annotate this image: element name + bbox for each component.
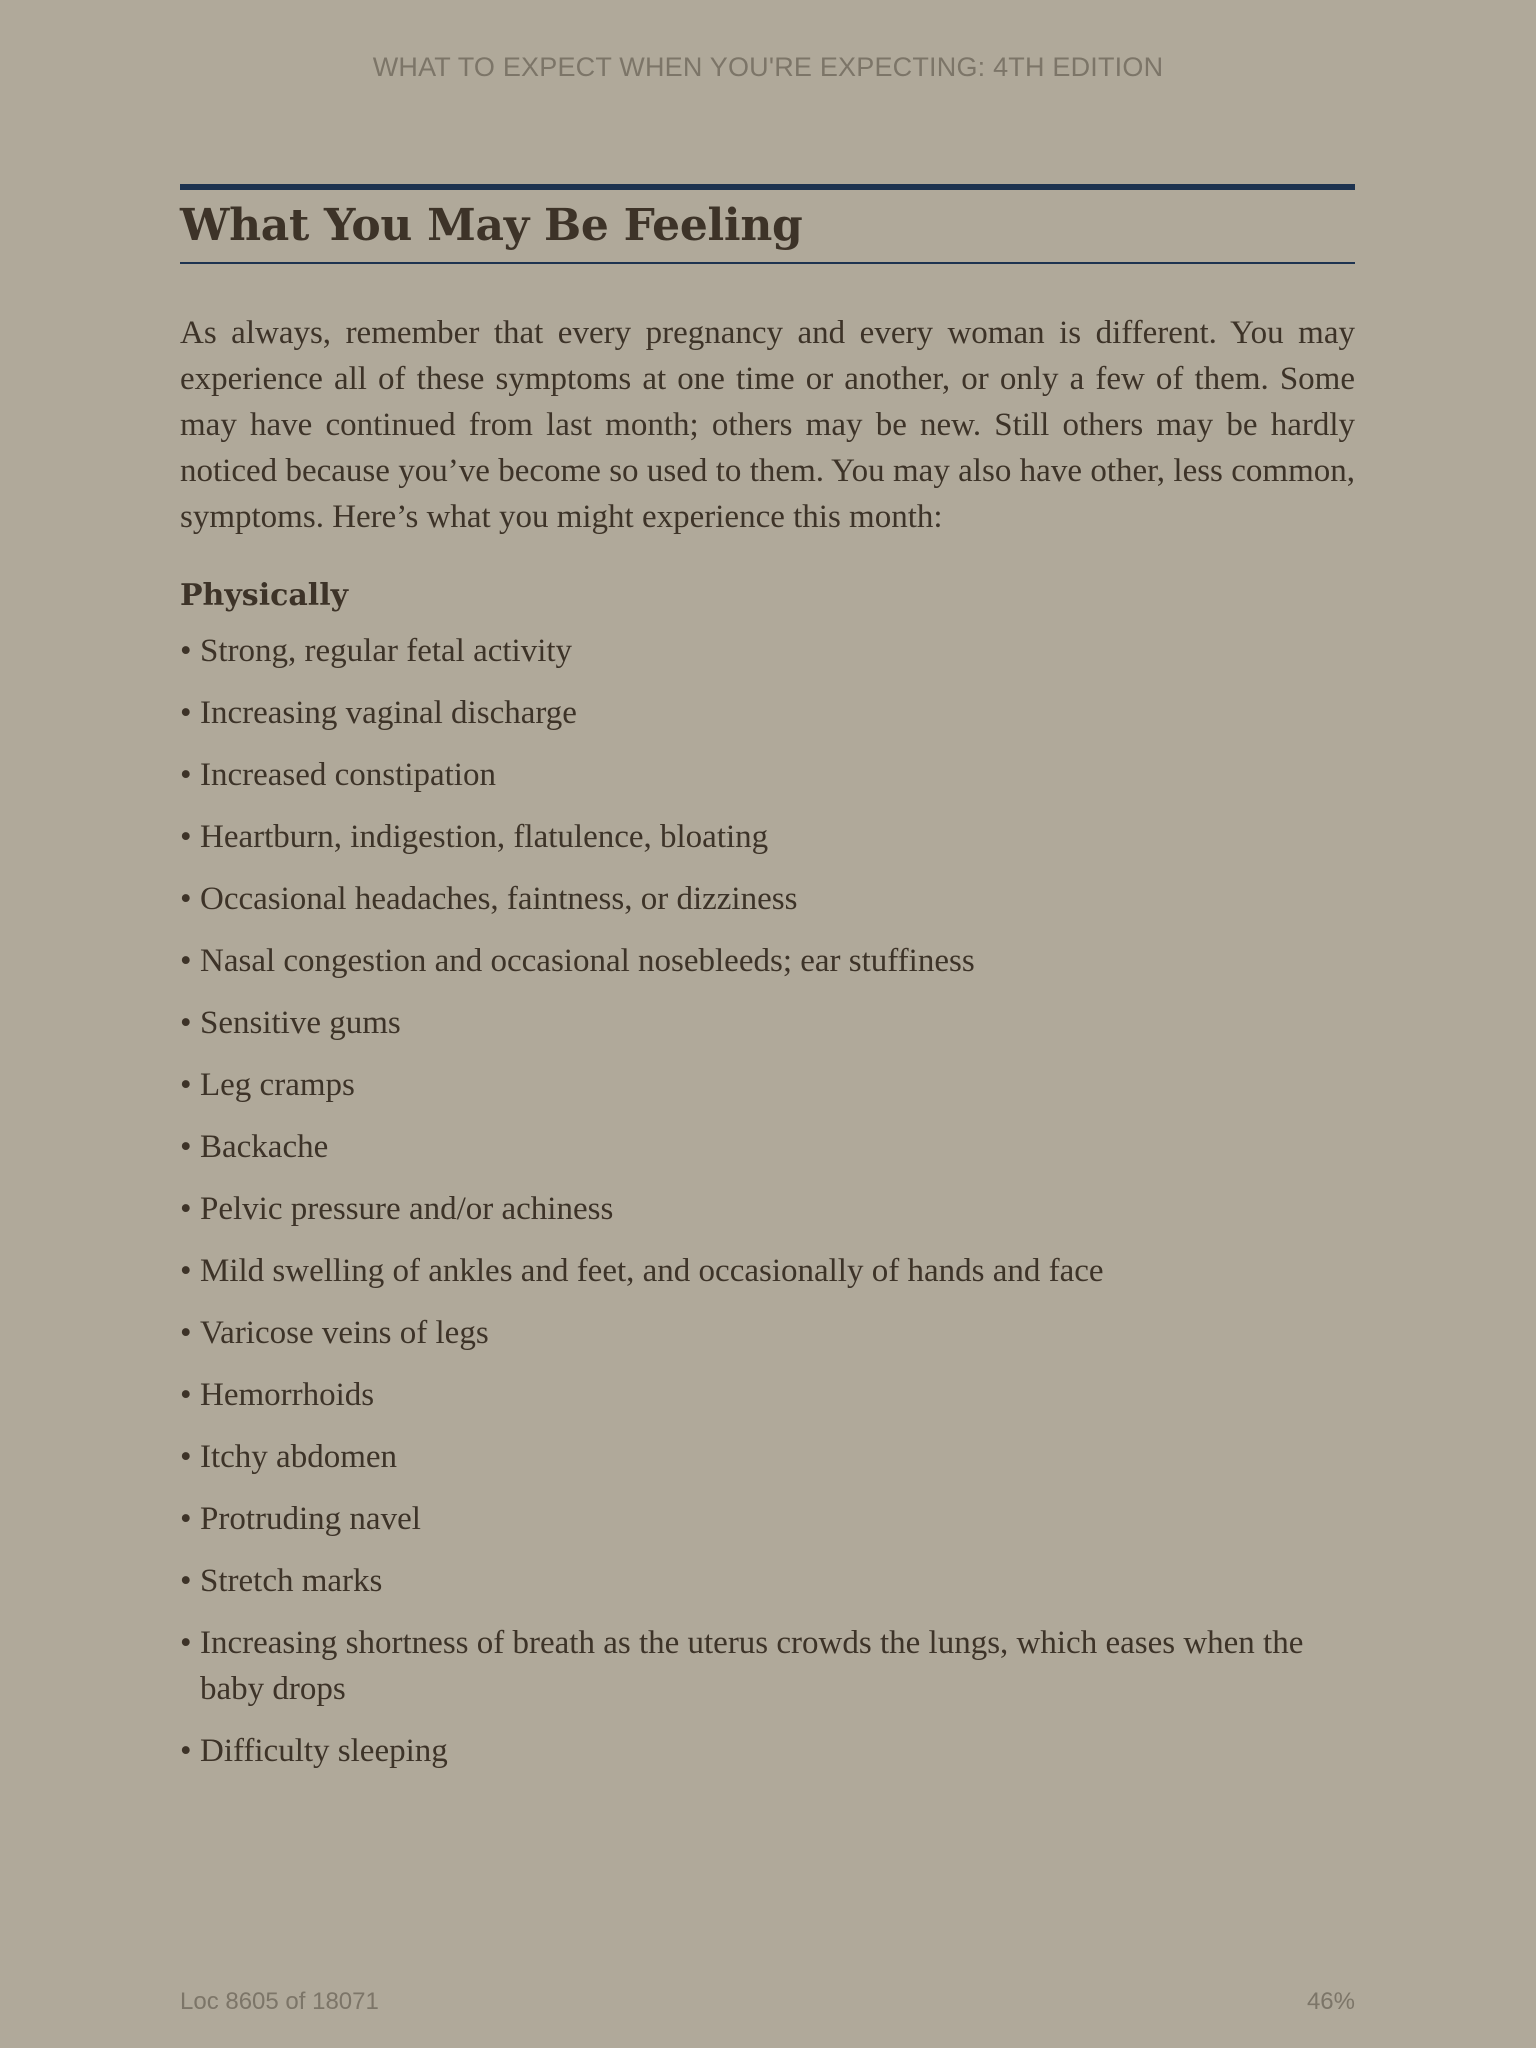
list-item	[180, 1372, 1355, 1418]
list-item-text: Increased constipation	[200, 757, 496, 793]
list-item	[180, 1186, 1355, 1232]
bullet-icon: •	[180, 1563, 192, 1599]
title-rule-top	[180, 184, 1355, 190]
list-item	[180, 1062, 1355, 1108]
list-item	[180, 1496, 1355, 1542]
list-item	[180, 1248, 1355, 1294]
bullet-icon: •	[180, 757, 192, 793]
bullet-icon: •	[180, 1377, 192, 1413]
symptom-list	[180, 628, 1355, 1774]
list-item-text: Protruding navel	[200, 1501, 421, 1537]
list-item	[180, 1620, 1355, 1712]
bullet-icon: •	[180, 943, 192, 979]
bullet-icon: •	[180, 1129, 192, 1165]
bullet-icon: •	[180, 1067, 192, 1103]
list-item-text: Difficulty sleeping	[200, 1733, 448, 1769]
bullet-icon: •	[180, 819, 192, 855]
list-item	[180, 1310, 1355, 1356]
list-item	[180, 1124, 1355, 1170]
list-item-text: Itchy abdomen	[200, 1439, 398, 1475]
list-item	[180, 628, 1355, 674]
reading-progress-percent: 46%	[1306, 1988, 1355, 2015]
list-item	[180, 1558, 1355, 1604]
list-item-text: Occasional headaches, faintness, or dizziness	[200, 881, 798, 917]
list-item-text: Varicose veins of legs	[200, 1315, 489, 1351]
list-item	[180, 690, 1355, 736]
list-item	[180, 1434, 1355, 1480]
intro-paragraph: As always, remember that every pregnancy and every woman is different. You may experience all of these symptoms at one time or another, or only a few of them. Some may have continued from last month; others may be new. Still others may be hardly noticed because you’ve become so used to them. You may also have other, less common, symptoms. Here’s what you might experience this month:	[180, 315, 1355, 535]
bullet-icon: •	[180, 881, 192, 917]
running-header-book-title: WHAT TO EXPECT WHEN YOU'RE EXPECTING: 4TH EDITION	[372, 52, 1164, 82]
title-rule-bottom	[180, 262, 1355, 264]
location-indicator: Loc 8605 of 18071	[180, 1988, 379, 2015]
list-item	[180, 814, 1355, 860]
list-item-text: Hemorrhoids	[200, 1377, 375, 1413]
section-heading-physically: Physically	[180, 578, 349, 613]
bullet-icon: •	[180, 1191, 192, 1227]
list-item-text: Strong, regular fetal activity	[200, 633, 573, 669]
list-item	[180, 752, 1355, 798]
list-item	[180, 938, 1355, 984]
list-item	[180, 1728, 1355, 1774]
list-item-text: Stretch marks	[200, 1563, 383, 1599]
list-item-text: Increasing vaginal discharge	[200, 695, 577, 731]
bullet-icon: •	[180, 1439, 192, 1475]
bullet-icon: •	[180, 633, 192, 669]
list-item-text: Leg cramps	[200, 1067, 355, 1103]
list-item	[180, 1000, 1355, 1046]
bullet-icon: •	[180, 1501, 192, 1537]
bullet-icon: •	[180, 1315, 192, 1351]
bullet-icon: •	[180, 1625, 192, 1661]
list-item	[180, 876, 1355, 922]
bullet-icon: •	[180, 695, 192, 731]
chapter-title: What You May Be Feeling	[180, 200, 803, 251]
list-item-text: Mild swelling of ankles and feet, and occasionally of hands and face	[200, 1253, 1104, 1289]
list-item-text: Sensitive gums	[200, 1005, 401, 1041]
list-item-text: Backache	[200, 1129, 329, 1165]
list-item-text: Pelvic pressure and/or achiness	[200, 1191, 614, 1227]
list-item-text: Heartburn, indigestion, flatulence, bloating	[200, 819, 769, 855]
bullet-icon: •	[180, 1733, 192, 1769]
bullet-icon: •	[180, 1253, 192, 1289]
bullet-icon: •	[180, 1005, 192, 1041]
page-content	[180, 184, 1355, 1790]
list-item-text: Increasing shortness of breath as the uterus crowds the lungs, which eases when the baby drops	[200, 1625, 1304, 1707]
list-item-text: Nasal congestion and occasional nosebleeds; ear stuffiness	[200, 943, 975, 979]
